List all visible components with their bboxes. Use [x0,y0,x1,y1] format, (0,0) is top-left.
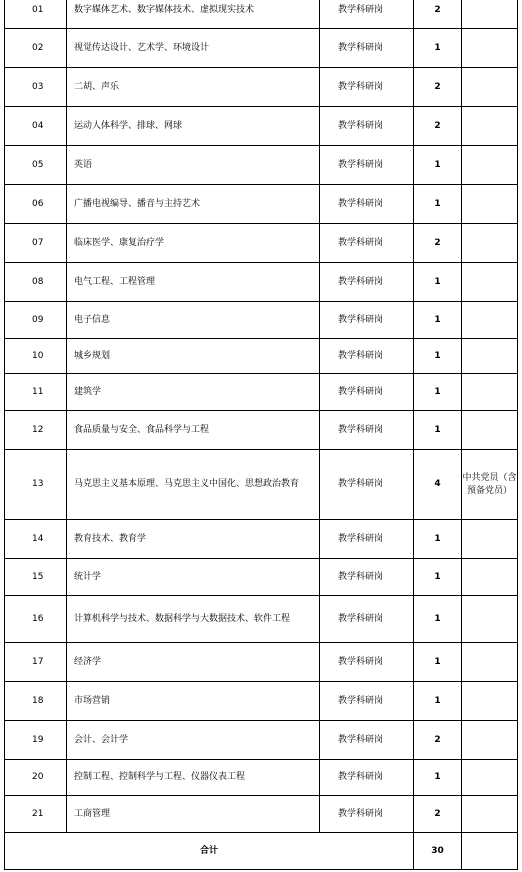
headcount-cell: 1 [414,520,462,559]
row-number: 12 [5,411,67,450]
major-cell: 食品质量与安全、食品科学与工程 [67,411,320,450]
headcount-cell: 2 [414,68,462,107]
row-number: 02 [5,29,67,68]
position-type-cell: 教学科研岗 [320,263,414,302]
position-type-cell: 教学科研岗 [320,643,414,682]
major-cell: 二胡、声乐 [67,68,320,107]
note-cell [462,374,518,411]
position-type-cell: 教学科研岗 [320,302,414,339]
row-number: 13 [5,450,67,520]
position-type-cell: 教学科研岗 [320,520,414,559]
table-row [5,185,518,224]
row-number: 18 [5,682,67,721]
note-cell [462,302,518,339]
major-cell: 计算机科学与技术、数据科学与大数据技术、软件工程 [67,596,320,643]
row-number: 20 [5,760,67,796]
position-type-cell: 教学科研岗 [320,146,414,185]
position-type-cell: 教学科研岗 [320,721,414,760]
headcount-cell: 2 [414,721,462,760]
note-cell [462,0,518,29]
row-number: 17 [5,643,67,682]
headcount-cell: 2 [414,0,462,29]
major-cell: 城乡规划 [67,339,320,374]
position-type-cell: 教学科研岗 [320,450,414,520]
recruitment-table [4,0,518,870]
headcount-cell: 1 [414,146,462,185]
row-number: 19 [5,721,67,760]
major-cell: 广播电视编导、播音与主持艺术 [67,185,320,224]
position-type-cell: 教学科研岗 [320,559,414,596]
note-cell [462,224,518,263]
headcount-cell: 1 [414,374,462,411]
headcount-cell: 1 [414,411,462,450]
position-type-cell: 教学科研岗 [320,339,414,374]
note-cell [462,411,518,450]
table-row [5,29,518,68]
major-cell: 电气工程、工程管理 [67,263,320,302]
total-count: 30 [414,833,462,870]
major-cell: 建筑学 [67,374,320,411]
major-cell: 控制工程、控制科学与工程、仪器仪表工程 [67,760,320,796]
headcount-cell: 1 [414,643,462,682]
headcount-cell: 1 [414,339,462,374]
note-cell [462,682,518,721]
note-cell [462,146,518,185]
table-body [5,0,518,870]
position-type-cell: 教学科研岗 [320,411,414,450]
row-number: 15 [5,559,67,596]
major-cell: 马克思主义基本原理、马克思主义中国化、思想政治教育 [67,450,320,520]
note-cell [462,29,518,68]
position-type-cell: 教学科研岗 [320,682,414,721]
table-row [5,146,518,185]
headcount-cell: 1 [414,29,462,68]
table-row [5,643,518,682]
row-number: 06 [5,185,67,224]
row-number: 10 [5,339,67,374]
table-row [5,224,518,263]
major-cell: 统计学 [67,559,320,596]
row-number: 05 [5,146,67,185]
row-number: 21 [5,796,67,833]
note-cell [462,107,518,146]
table-row [5,721,518,760]
table-row [5,796,518,833]
note-cell [462,596,518,643]
position-type-cell: 教学科研岗 [320,107,414,146]
total-row [5,833,518,870]
headcount-cell: 1 [414,185,462,224]
table-row [5,339,518,374]
row-number: 04 [5,107,67,146]
note-cell [462,520,518,559]
position-type-cell: 教学科研岗 [320,374,414,411]
major-cell: 会计、会计学 [67,721,320,760]
row-number: 08 [5,263,67,302]
major-cell: 数字媒体艺术、数字媒体技术、虚拟现实技术 [67,0,320,29]
position-type-cell: 教学科研岗 [320,224,414,263]
note-cell [462,185,518,224]
headcount-cell: 1 [414,682,462,721]
major-cell: 英语 [67,146,320,185]
note-cell [462,263,518,302]
table-row [5,596,518,643]
headcount-cell: 1 [414,596,462,643]
table-row [5,450,518,520]
table-row [5,760,518,796]
position-type-cell: 教学科研岗 [320,760,414,796]
headcount-cell: 2 [414,796,462,833]
table-row [5,411,518,450]
row-number: 03 [5,68,67,107]
row-number: 14 [5,520,67,559]
note-cell [462,559,518,596]
headcount-cell: 1 [414,760,462,796]
headcount-cell: 1 [414,559,462,596]
headcount-cell: 2 [414,224,462,263]
table-row [5,68,518,107]
row-number: 11 [5,374,67,411]
row-number: 09 [5,302,67,339]
total-note-cell [462,833,518,870]
row-number: 01 [5,0,67,29]
table-row [5,520,518,559]
position-type-cell: 教学科研岗 [320,185,414,224]
position-type-cell: 教学科研岗 [320,596,414,643]
major-cell: 视觉传达设计、艺术学、环境设计 [67,29,320,68]
row-number: 07 [5,224,67,263]
note-cell: 中共党员（含预备党员） [462,450,518,520]
table-row [5,107,518,146]
major-cell: 教育技术、教育学 [67,520,320,559]
total-label: 合计 [5,833,414,870]
major-cell: 经济学 [67,643,320,682]
headcount-cell: 4 [414,450,462,520]
table-row [5,374,518,411]
position-type-cell: 教学科研岗 [320,68,414,107]
table-row [5,682,518,721]
table-row [5,0,518,29]
headcount-cell: 1 [414,302,462,339]
note-cell [462,796,518,833]
major-cell: 运动人体科学、排球、网球 [67,107,320,146]
major-cell: 电子信息 [67,302,320,339]
major-cell: 临床医学、康复治疗学 [67,224,320,263]
note-cell [462,760,518,796]
table-row [5,559,518,596]
position-type-cell: 教学科研岗 [320,796,414,833]
note-cell [462,339,518,374]
headcount-cell: 2 [414,107,462,146]
row-number: 16 [5,596,67,643]
note-cell [462,643,518,682]
position-type-cell: 教学科研岗 [320,0,414,29]
major-cell: 市场营销 [67,682,320,721]
major-cell: 工商管理 [67,796,320,833]
note-cell [462,68,518,107]
position-type-cell: 教学科研岗 [320,29,414,68]
table-row [5,263,518,302]
note-cell [462,721,518,760]
table-row [5,302,518,339]
headcount-cell: 1 [414,263,462,302]
